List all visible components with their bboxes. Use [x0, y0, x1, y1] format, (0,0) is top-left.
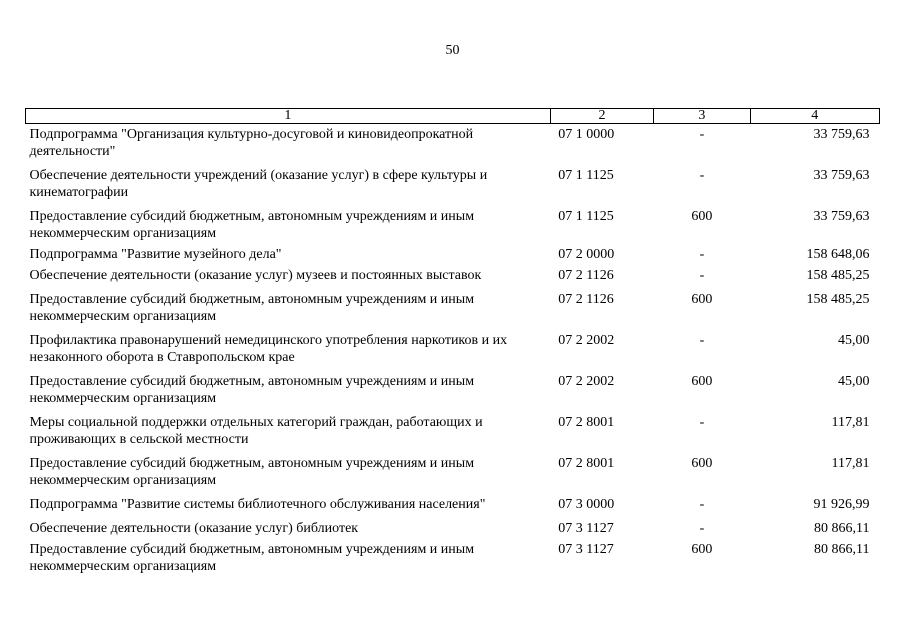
- row-name: Предоставление субсидий бюджетным, автономным учреждениям и иным некоммерческим организациям: [29, 374, 475, 406]
- row-name: Предоставление субсидий бюджетным, автономным учреждениям и иным некоммерческим организациям: [29, 456, 475, 488]
- row-code: 07 3 1127: [558, 542, 614, 557]
- row-amount: 158 485,25: [806, 292, 870, 307]
- row-type: -: [699, 497, 705, 512]
- row-code: 07 2 1126: [558, 292, 614, 307]
- row-type: -: [699, 247, 705, 262]
- table-row: [26, 265, 880, 286]
- row-type: -: [699, 268, 705, 283]
- row-amount: 80 866,11: [814, 521, 870, 536]
- table-row: [26, 368, 880, 409]
- row-amount: 158 485,25: [806, 268, 870, 283]
- row-name: Предоставление субсидий бюджетным, автономным учреждениям и иным некоммерческим организациям: [29, 542, 475, 574]
- row-name: Предоставление субсидий бюджетным, автономным учреждениям и иным некоммерческим организациям: [29, 209, 475, 241]
- row-name: Обеспечение деятельности учреждений (оказание услуг) в сфере культуры и кинематографии: [29, 168, 488, 200]
- row-type: 600: [691, 456, 713, 471]
- row-type: -: [699, 333, 705, 348]
- page-number: 50: [445, 43, 460, 58]
- header-col-3: 3: [654, 109, 750, 124]
- row-amount: 158 648,06: [806, 247, 870, 262]
- table-row: [26, 244, 880, 265]
- header-col-4: 4: [750, 109, 879, 124]
- row-type: 600: [691, 542, 713, 557]
- table-row: [26, 327, 880, 368]
- budget-table: [25, 108, 880, 577]
- table-row: [26, 203, 880, 244]
- table-header: [26, 109, 880, 124]
- row-type: -: [699, 127, 705, 142]
- row-name: Профилактика правонарушений немедицинского употребления наркотиков и их незаконного оборота в Ставропольском крае: [29, 333, 508, 365]
- row-amount: 117,81: [831, 456, 870, 471]
- row-code: 07 2 2002: [558, 374, 615, 389]
- row-amount: 45,00: [838, 333, 870, 348]
- row-amount: 45,00: [838, 374, 870, 389]
- row-code: 07 2 8001: [558, 456, 615, 471]
- row-type: -: [699, 168, 705, 183]
- table-body: [26, 124, 880, 578]
- row-code: 07 3 1127: [558, 521, 614, 536]
- header-row: [26, 109, 880, 124]
- row-amount: 33 759,63: [813, 209, 870, 224]
- table-row: [26, 286, 880, 327]
- row-code: 07 2 0000: [558, 247, 615, 262]
- row-code: 07 2 1126: [558, 268, 614, 283]
- row-amount: 33 759,63: [813, 168, 870, 183]
- table-row: [26, 450, 880, 491]
- row-code: 07 1 0000: [558, 127, 615, 142]
- row-type: 600: [691, 292, 713, 307]
- row-name: Предоставление субсидий бюджетным, автономным учреждениям и иным некоммерческим организациям: [29, 292, 475, 324]
- row-type: 600: [691, 209, 713, 224]
- row-code: 07 2 2002: [558, 333, 615, 348]
- row-name: Меры социальной поддержки отдельных категорий граждан, работающих и проживающих в сельской местности: [29, 415, 483, 447]
- header-col-1: 1: [26, 109, 551, 124]
- row-amount: 117,81: [831, 415, 870, 430]
- row-amount: 33 759,63: [813, 127, 870, 142]
- row-type: 600: [691, 374, 713, 389]
- table-row: [26, 409, 880, 450]
- table-row: [26, 539, 880, 577]
- row-name: Подпрограмма "Организация культурно-досуговой и киновидеопрокатной деятельности": [29, 127, 474, 159]
- header-col-2: 2: [550, 109, 653, 124]
- row-name: Обеспечение деятельности (оказание услуг) библиотек: [29, 521, 359, 536]
- row-code: 07 2 8001: [558, 415, 615, 430]
- row-code: 07 1 1125: [558, 168, 614, 183]
- row-amount: 80 866,11: [814, 542, 870, 557]
- table-row: [26, 162, 880, 203]
- table-row: [26, 124, 880, 163]
- row-type: -: [699, 415, 705, 430]
- row-amount: 91 926,99: [813, 497, 870, 512]
- row-code: 07 3 0000: [558, 497, 615, 512]
- table-row: [26, 515, 880, 539]
- row-type: -: [699, 521, 705, 536]
- table-row: [26, 491, 880, 515]
- row-name: Обеспечение деятельности (оказание услуг) музеев и постоянных выставок: [29, 268, 482, 283]
- row-code: 07 1 1125: [558, 209, 614, 224]
- row-name: Подпрограмма "Развитие системы библиотечного обслуживания населения": [29, 497, 486, 512]
- row-name: Подпрограмма "Развитие музейного дела": [29, 247, 282, 262]
